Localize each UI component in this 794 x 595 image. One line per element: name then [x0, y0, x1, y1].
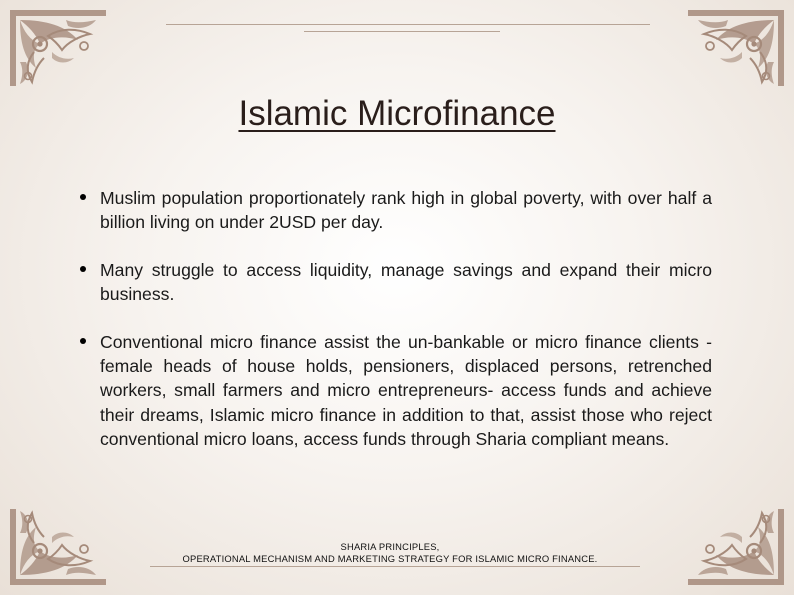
- bullet-text: Many struggle to access liquidity, manage savings and expand their micro business.: [100, 260, 712, 305]
- top-divider-line-short: [304, 31, 500, 32]
- bullet-item: [80, 258, 712, 306]
- bullet-text: Conventional micro finance assist the un-bankable or micro finance clients -female heads of house holds, pensioners, displaced persons, retrenched workers, small farmers and micro entrepreneurs- access funds and achieve their dreams, Islamic micro finance in addition to that, assist those who reject conventional micro loans, access funds through Sharia compliant means.: [100, 332, 712, 449]
- bullet-dot-icon: [80, 194, 86, 200]
- bullet-item: [80, 186, 712, 234]
- slide-title: Islamic Microfinance: [238, 94, 556, 133]
- bottom-divider-line: [150, 566, 640, 567]
- corner-ornament-top-left: [6, 6, 110, 90]
- footer-line-2: OPERATIONAL MECHANISM AND MARKETING STRATEGY FOR ISLAMIC MICRO FINANCE.: [182, 552, 598, 564]
- bullet-dot-icon: [80, 266, 86, 272]
- bullet-item: [80, 330, 712, 451]
- corner-ornament-top-right: [684, 6, 788, 90]
- bullet-text: Muslim population proportionately rank high in global poverty, with over half a billion living on under 2USD per day.: [100, 188, 712, 233]
- top-divider-line: [166, 24, 650, 25]
- slide-footer: [0, 541, 780, 564]
- bullet-dot-icon: [80, 338, 86, 344]
- footer-line-1: SHARIA PRINCIPLES,: [340, 541, 440, 552]
